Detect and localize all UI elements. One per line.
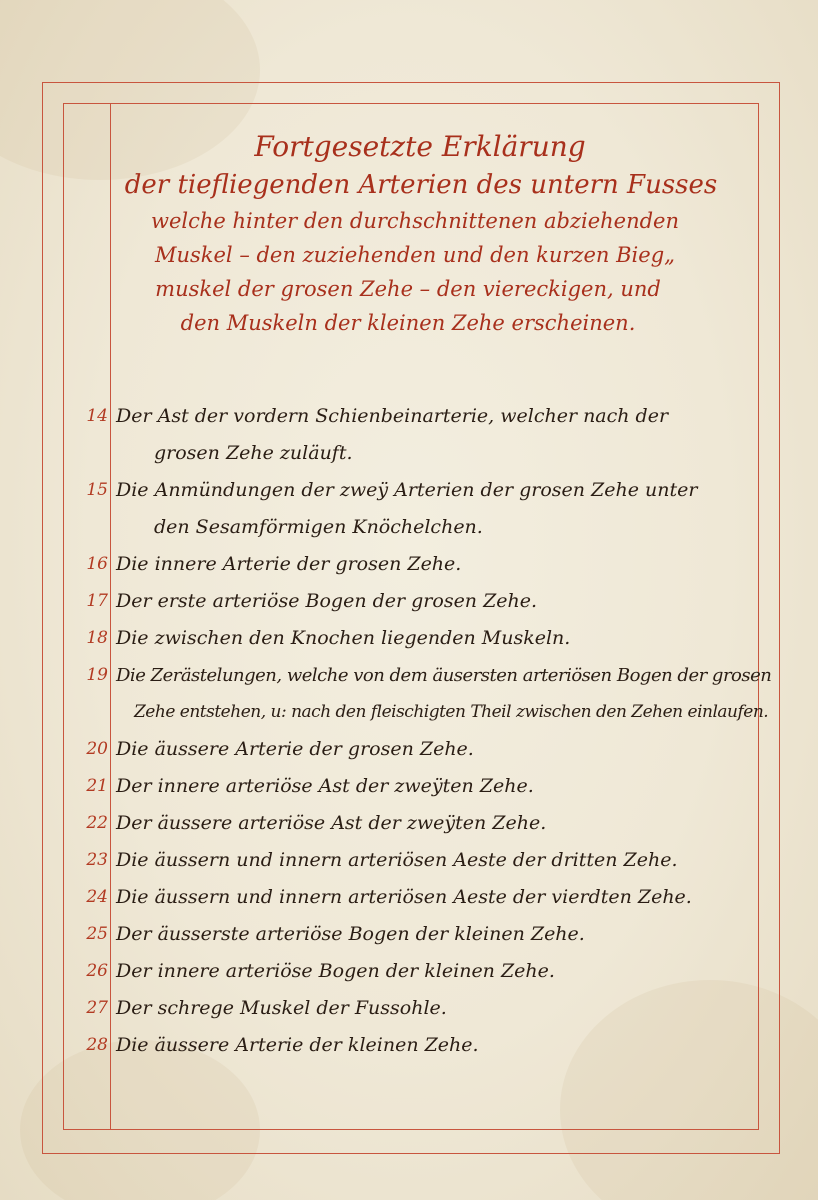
entry-number: 23 xyxy=(86,850,108,870)
legend-entry xyxy=(72,583,752,620)
entry-text-continuation: den Sesamförmigen Knöchelchen. xyxy=(154,516,483,538)
entry-text: Der innere arteriöse Ast der zweÿten Zehe. xyxy=(116,775,534,797)
entry-number: 27 xyxy=(86,998,108,1018)
title-line: muskel der grosen Zehe – den viereckigen, und xyxy=(155,277,661,301)
legend-entry xyxy=(72,1027,752,1064)
legend-entry xyxy=(72,546,752,583)
legend-entry xyxy=(72,990,752,1027)
title-line: den Muskeln der kleinen Zehe erscheinen. xyxy=(180,311,636,335)
title-line: welche hinter den durchschnittenen abziehenden xyxy=(150,209,680,233)
entry-text: Die äussere Arterie der grosen Zehe. xyxy=(116,738,474,760)
legend-entry xyxy=(72,879,752,916)
entry-text: Der schrege Muskel der Fussohle. xyxy=(116,997,447,1019)
entry-text: Die äussern und innern arteriösen Aeste der dritten Zehe. xyxy=(116,849,678,871)
entry-number: 25 xyxy=(86,924,108,944)
entry-number: 21 xyxy=(86,776,108,796)
entry-text: Die äussere Arterie der kleinen Zehe. xyxy=(116,1034,479,1056)
legend-entry xyxy=(72,472,752,546)
entry-number: 16 xyxy=(86,554,108,574)
entry-text-continuation: grosen Zehe zuläuft. xyxy=(154,442,353,464)
entry-number: 24 xyxy=(86,887,108,907)
entry-number: 17 xyxy=(86,591,108,611)
title-line: Fortgesetzte Erklärung xyxy=(254,130,586,163)
entry-text: Die Anmündungen der zweÿ Arterien der grosen Zehe unter xyxy=(116,479,698,501)
entry-text: Der äusserste arteriöse Bogen der kleinen Zehe. xyxy=(116,923,585,945)
legend-entry xyxy=(72,768,752,805)
entry-text: Die Zerästelungen, welche von dem äusersten arteriösen Bogen der grosen xyxy=(116,665,772,686)
entry-text-continuation: Zehe entstehen, u: nach den fleischigten Theil zwischen den Zehen einlaufen. xyxy=(134,702,769,722)
entry-number: 22 xyxy=(86,813,108,833)
legend-entry xyxy=(72,620,752,657)
entry-text: Die zwischen den Knochen liegenden Muskeln. xyxy=(116,627,571,649)
title-line: der tiefliegenden Arterien des untern Fusses xyxy=(124,170,718,200)
title-line: Muskel – den zuziehenden und den kurzen Bieg„ xyxy=(154,243,676,267)
legend-list xyxy=(72,398,772,1064)
entry-text: Die äussern und innern arteriösen Aeste der vierdten Zehe. xyxy=(116,886,692,908)
legend-entry xyxy=(72,657,772,731)
entry-number: 20 xyxy=(86,739,108,759)
entry-number: 14 xyxy=(86,406,108,426)
legend-entry xyxy=(72,398,752,472)
legend-entry xyxy=(72,731,752,768)
entry-text: Die innere Arterie der grosen Zehe. xyxy=(116,553,462,575)
legend-entry xyxy=(72,805,752,842)
title-block xyxy=(110,128,750,340)
entry-number: 19 xyxy=(86,665,108,685)
legend-entry xyxy=(72,842,752,879)
legend-entry xyxy=(72,953,752,990)
entry-text: Der erste arteriöse Bogen der grosen Zehe. xyxy=(116,590,538,612)
entry-number: 15 xyxy=(86,480,108,500)
legend-entry xyxy=(72,916,752,953)
entry-text: Der äussere arteriöse Ast der zweÿten Zehe. xyxy=(116,812,547,834)
entry-text: Der Ast der vordern Schienbeinarterie, welcher nach der xyxy=(116,405,669,427)
entry-number: 26 xyxy=(86,961,108,981)
entry-number: 28 xyxy=(86,1035,108,1055)
entry-text: Der innere arteriöse Bogen der kleinen Zehe. xyxy=(116,960,555,982)
entry-number: 18 xyxy=(86,628,108,648)
